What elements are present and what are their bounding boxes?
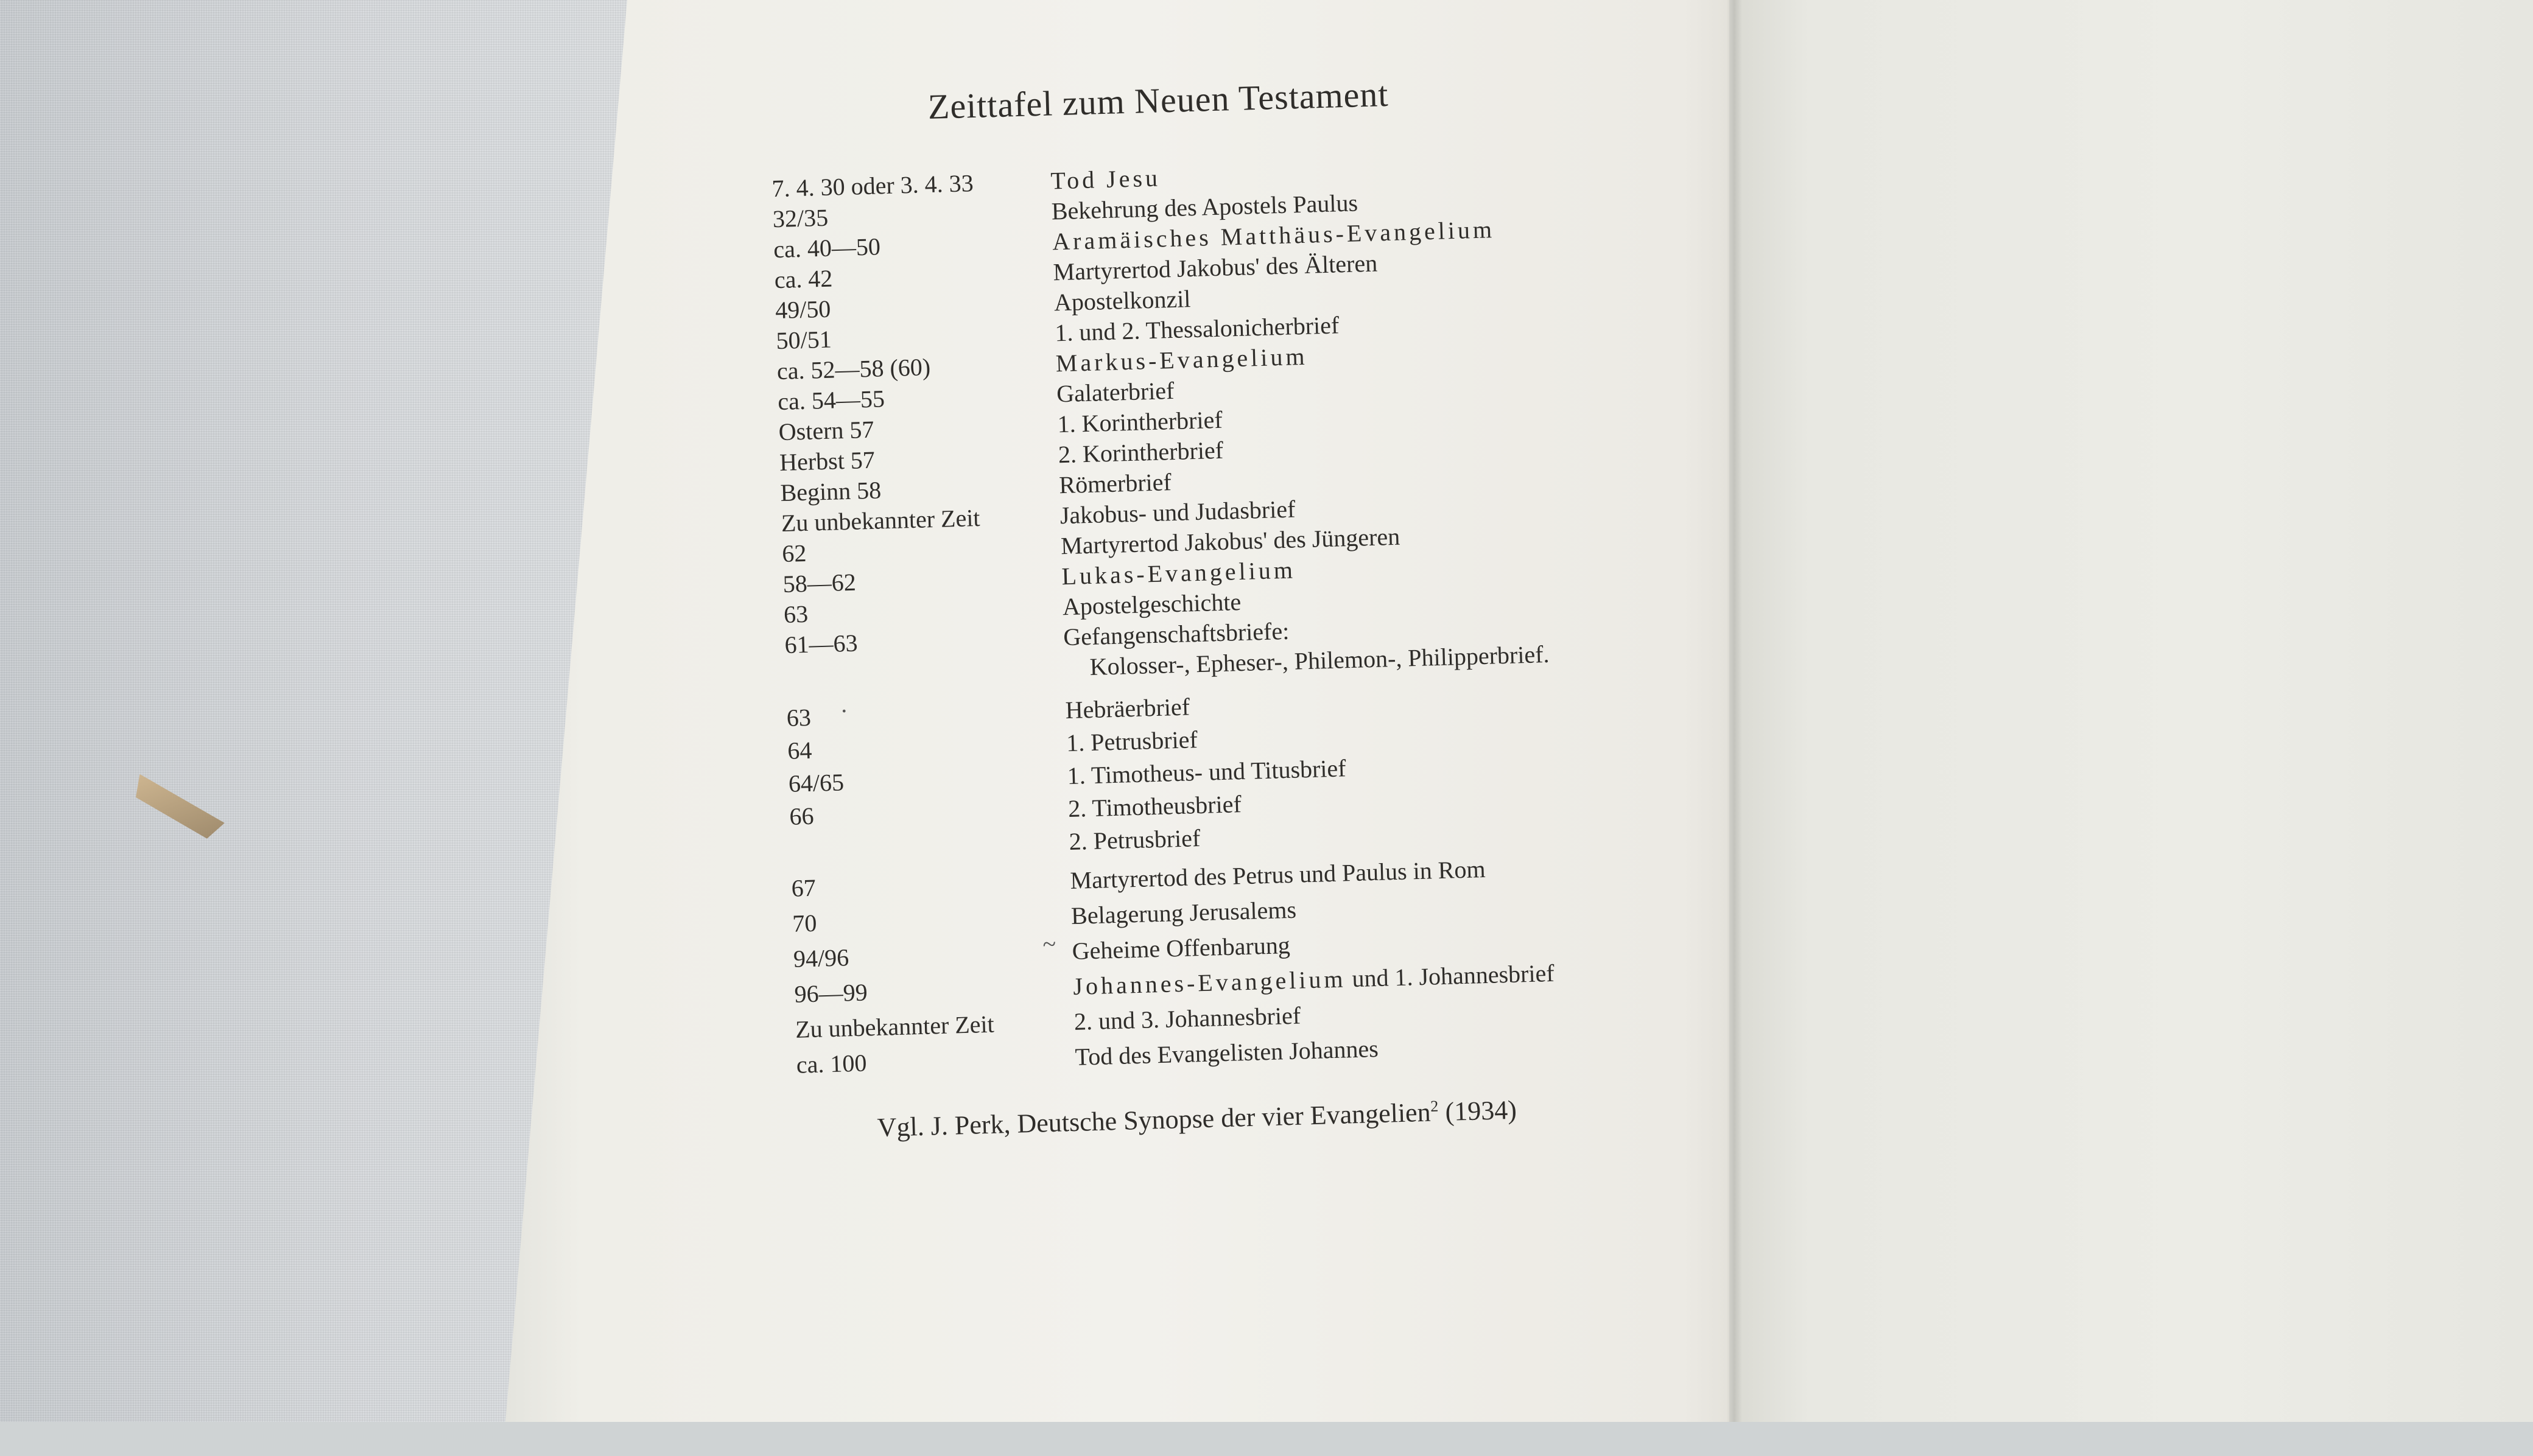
entry-date: 58—62	[782, 568, 857, 598]
entry-event: Tod Jesu	[1050, 164, 1161, 195]
entry-date: Ostern 57	[778, 415, 875, 446]
entry-event: Aramäisches Matthäus-Evangelium	[1052, 215, 1495, 256]
entry-event: 1. Timotheus- und Titusbrief	[1067, 754, 1347, 790]
entry-date: 62	[781, 539, 807, 568]
entry-date: Zu unbekannter Zeit	[795, 1010, 995, 1043]
entry-date: Zu unbekannter Zeit	[781, 503, 981, 537]
entry-date: ca. 54—55	[777, 385, 885, 416]
entry-date: ca. 52—58 (60)	[776, 353, 931, 385]
entry-date: 64/65	[788, 768, 845, 797]
entry-date: 70	[792, 909, 817, 937]
entry-event: Römerbrief	[1058, 468, 1172, 499]
entry-event: Apostelkonzil	[1053, 285, 1192, 317]
entry-date: 7. 4. 30 oder 3. 4. 33	[771, 169, 974, 203]
entry-date: 94/96	[793, 943, 849, 973]
citation	[877, 1094, 1517, 1143]
entry-event-rest-part: und 1. Johannesbrief	[1345, 959, 1555, 993]
entry-date: ca. 100	[796, 1049, 867, 1079]
entry-event: 1. Petrusbrief	[1066, 726, 1198, 757]
entry-event: Markus-Evangelium	[1055, 342, 1309, 377]
citation-year: (1934)	[1438, 1094, 1517, 1127]
citation-text: Vgl. J. Perk, Deutsche Synopse der vier Evangelien	[877, 1097, 1432, 1143]
entry-event: Belagerung Jerusalems	[1070, 895, 1297, 929]
entry-event: Geheime Offenbarung	[1072, 931, 1291, 965]
page-title: Zeittafel zum Neuen Testament	[927, 74, 1389, 127]
entry-event: Martyrertod des Petrus und Paulus in Rom	[1069, 855, 1486, 895]
entry-event: Gefangenschaftsbriefe:	[1063, 617, 1290, 651]
entry-event: 1. und 2. Thessalonicherbrief	[1054, 311, 1340, 347]
entry-date: 49/50	[775, 295, 831, 324]
entry-date: 63	[783, 600, 809, 628]
entry-date: 96—99	[793, 978, 868, 1008]
entry-event: Bekehrung des Apostels Paulus	[1051, 189, 1358, 225]
entry-date: 66	[789, 802, 815, 830]
entry-event: Martyrertod Jakobus' des Jüngeren	[1060, 522, 1400, 560]
entry-event: Hebräerbrief	[1065, 693, 1190, 724]
entry-date: ca. 42	[774, 264, 833, 294]
entry-date: 64	[787, 736, 813, 765]
tilde-mark: ~	[1042, 929, 1056, 958]
entry-event: Martyrertod Jakobus' des Älteren	[1053, 249, 1378, 286]
entry-event: 2. Korintherbrief	[1058, 436, 1224, 469]
entry-event: Lukas-Evangelium	[1061, 556, 1296, 590]
entry-event: 2. Petrusbrief	[1069, 824, 1201, 856]
entry-event: 2. Timotheusbrief	[1067, 790, 1242, 823]
entry-date: 61—63	[784, 629, 859, 659]
entry-event: Galaterbrief	[1056, 376, 1175, 408]
entry-date: 63	[786, 703, 812, 732]
entry-event: 2. und 3. Johannesbrief	[1073, 1001, 1301, 1035]
entry-event: Kolosser-, Epheser-, Philemon-, Philipperbrief.	[1089, 640, 1550, 681]
entry-event-spaced-part: Johannes-Evangelium	[1072, 965, 1347, 1000]
entry-date: 50/51	[775, 325, 832, 355]
entry-event: Apostelgeschichte	[1062, 588, 1242, 621]
entry-event: Jakobus- und Judasbrief	[1059, 495, 1296, 530]
entry-date: ca. 40—50	[773, 233, 881, 264]
entry-date: 32/35	[772, 203, 829, 233]
entry-date: 67	[791, 873, 817, 902]
entry-date: Beginn 58	[779, 476, 882, 507]
citation-superscript: 2	[1430, 1097, 1439, 1115]
entry-event: Tod des Evangelisten Johannes	[1075, 1035, 1379, 1071]
entry-event: 1. Korintherbrief	[1056, 405, 1223, 438]
entry-date: Herbst 57	[779, 446, 876, 477]
dot-mark: ·	[840, 697, 849, 725]
